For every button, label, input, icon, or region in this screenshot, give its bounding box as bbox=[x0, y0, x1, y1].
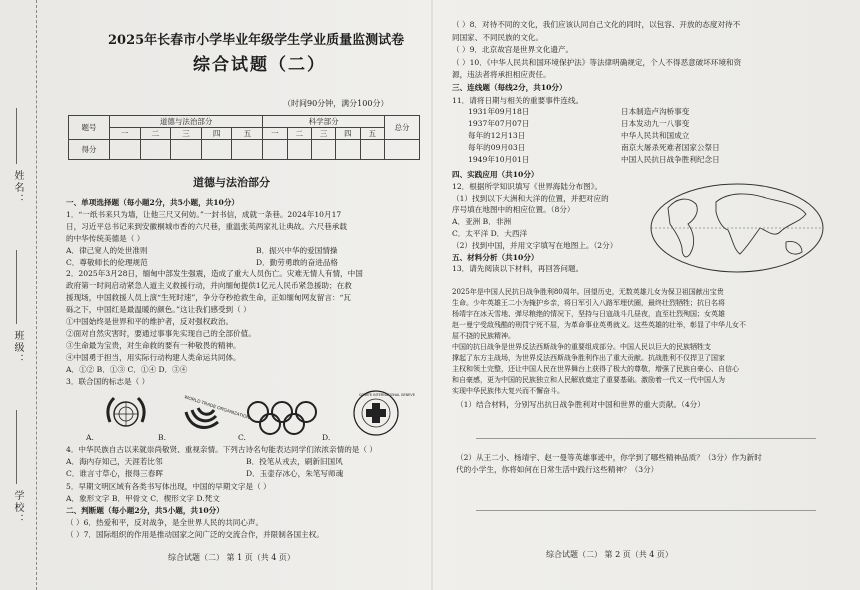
material-line: 屈不挠的民族精神。 bbox=[452, 332, 515, 340]
match-date: 每年的09月03日 bbox=[468, 143, 526, 152]
th-science: 科学部分 bbox=[263, 116, 385, 128]
option-line: B．振兴中华的爱国情操 bbox=[256, 245, 338, 255]
th-num: 二 bbox=[140, 128, 171, 140]
material-line: 中国的抗日战争是世界反法西斯战争的重要组成部分。中国人民以巨大的民族牺牲支 bbox=[452, 343, 711, 351]
footer-page-2: 综合试题（二） 第 2 页（共 4 页） bbox=[546, 550, 673, 559]
th-num: 一 bbox=[110, 128, 141, 140]
score-cell[interactable] bbox=[336, 140, 360, 160]
question-line: C．谁言寸草心，报得三春晖 bbox=[66, 469, 163, 479]
th-question: 题号 bbox=[69, 116, 110, 140]
question-line: A．海内存知己，天涯若比邻 bbox=[66, 457, 163, 467]
th-total: 总分 bbox=[385, 116, 420, 140]
un-emblem-icon bbox=[100, 392, 152, 436]
score-cell[interactable] bbox=[171, 140, 202, 160]
score-table bbox=[68, 115, 420, 160]
icrc-emblem-text: COMITE INTERNATIONAL GENEVE bbox=[359, 393, 415, 397]
material-line: 2025年是中国人民抗日战争胜利80周年。回望历史，无数英雄儿女为保卫祖国献出宝贵 bbox=[452, 288, 724, 296]
question-line: 日，习近平总书记来到安徽桐城市香的六尺巷，重温张英两家礼让典故。六尺巷承载 bbox=[66, 221, 347, 231]
question-line: 援现场，中国救援人员上演“生死时速”，争分夺秒抢救生命，正如缅甸网友留言：“瓦 bbox=[66, 293, 352, 303]
option-a: A. bbox=[86, 433, 94, 442]
question-line: C．太平洋 D．大西洋 bbox=[452, 229, 528, 238]
school-line bbox=[16, 410, 18, 484]
question-line: （ ）9．北京故宫是世界文化遗产。 bbox=[452, 45, 574, 55]
th-num: 一 bbox=[263, 128, 287, 140]
question-line: ④中国勇于担当，用实际行动构建人类命运共同体。 bbox=[66, 352, 241, 362]
th-moral: 道德与法治部分 bbox=[110, 116, 263, 128]
wto-emblem-text: WORLD TRADE ORGANIZATION bbox=[183, 394, 251, 421]
red-cross-icrc-icon bbox=[350, 388, 415, 438]
binding-margin bbox=[0, 0, 55, 590]
question-line: 4．中华民族自古以来就崇尚敬贤、重视亲情。下列古诗名句能表达同学们浓浓亲情的是（ ） bbox=[66, 445, 377, 454]
question-line: 砾之下，中国红是最温暖的颜色。”这让我们感受到（ ） bbox=[66, 305, 251, 315]
match-date: 每年的12月13日 bbox=[468, 131, 526, 140]
section-heading: 三、连线题（每线2分，共10分） bbox=[452, 83, 567, 92]
question-line: （2）找到中国，并用文字填写在地图上。（2分） bbox=[452, 240, 618, 250]
section-heading: 五、材料分析（共10分） bbox=[452, 252, 539, 262]
th-num: 四 bbox=[336, 128, 360, 140]
match-event: 日本制造卢沟桥事变 bbox=[621, 107, 690, 116]
question-line: （ ）10．《中华人民共和国环境保护法》等法律明确规定，个人不得恶意破坏环境和资 bbox=[452, 57, 742, 67]
option-d: D. bbox=[322, 433, 331, 442]
cut-line bbox=[36, 0, 37, 590]
question-line: ②面对自然灾害时，要通过事事先实现自己的全部价值。 bbox=[66, 328, 256, 338]
material-line: 生命。少年英雄王二小为掩护乡亲，将日军引入八路军埋伏圈，最终壮烈牺牲；抗日名将 bbox=[452, 299, 725, 307]
question-line: 源，违法者将承担相应责任。 bbox=[452, 70, 551, 80]
section-heading: 四、实践应用（共10分） bbox=[452, 170, 539, 179]
th-num: 四 bbox=[201, 128, 232, 140]
score-cell[interactable] bbox=[232, 140, 263, 160]
exam-title: 2025年长春市小学毕业年级学生学业质量监测试卷 bbox=[108, 33, 405, 48]
score-cell[interactable] bbox=[140, 140, 171, 160]
match-date: 1931年09月18日 bbox=[468, 107, 530, 116]
question-line: 1．“一纸书来只为墙，让他三尺又何妨。”一封书信，成就一条巷。2024年10月17 bbox=[66, 209, 342, 219]
page-2 bbox=[446, 0, 846, 590]
question-line: C．尊敬师长的伦理规范 bbox=[66, 257, 148, 267]
score-row-label: 得分 bbox=[69, 140, 110, 160]
question-line: 序号填在地图中的相应位置。（8分） bbox=[452, 205, 575, 215]
question-line: 3．联合国的标志是（ ） bbox=[66, 376, 150, 386]
score-cell[interactable] bbox=[201, 140, 232, 160]
match-event: 日本发动九一八事变 bbox=[621, 119, 690, 128]
th-num: 五 bbox=[360, 128, 384, 140]
question-line: 11．请将日期与相关的重要事件连线。 bbox=[452, 95, 584, 105]
school-label: 学校： bbox=[12, 490, 23, 526]
option-c: C. bbox=[238, 433, 246, 442]
question-line: ①中国始终是世界和平的维护者，反对强权政治。 bbox=[66, 317, 234, 326]
question-line: A．①② B．①③ C．①④ D．③④ bbox=[66, 364, 188, 374]
material-line: 主权和领土完整，还让中国人民在世界舞台上获得了极大的尊敬，增强了民族自豪心、自信心 bbox=[452, 365, 739, 373]
th-num: 五 bbox=[232, 128, 263, 140]
analysis-question: （1）结合材料，分别写出抗日战争胜利对中国和世界的重大贡献。（4分） bbox=[456, 400, 705, 409]
match-date: 1949年10月01日 bbox=[468, 155, 530, 164]
question-line: 12．根据所学知识填写《世界海陆分布图》。 bbox=[452, 181, 603, 191]
question-line: 政府第一时间启动紧急人道主义救援行动，并向缅甸提供1亿元人民币紧急援助；在救 bbox=[66, 281, 352, 291]
material-line: 杨靖宇在冰天雪地、弹尽粮绝的情况下，坚持与日寇战斗几昼夜，直至壮烈殉国；女英雄 bbox=[452, 310, 725, 318]
question-line: A．象形文字 B．甲骨文 C．楔形文字 D.梵文 bbox=[66, 493, 220, 503]
page-fold bbox=[431, 0, 433, 590]
option-line: D．玉壶存冰心，朱笔写师魂 bbox=[246, 469, 344, 479]
name-line bbox=[16, 108, 18, 164]
question-line: 2．2025年3月28日，缅甸中部发生强震，造成了重大人员伤亡。灾难无情人有情，中国 bbox=[66, 269, 363, 279]
section-title: 道德与法治部分 bbox=[193, 176, 270, 189]
analysis-question: （2）从王二小、杨靖宇、赵一曼等英雄事迹中，你学到了哪些精神品质？（3分）作为新时 bbox=[456, 453, 762, 462]
footer-page-1: 综合试题（二） 第 1 页（共 4 页） bbox=[168, 553, 295, 562]
option-line: B．投笔从戎去，刷新旧国风 bbox=[246, 457, 343, 467]
olympic-rings-icon bbox=[244, 398, 324, 438]
question-line: （ ）7．国际组织的作用是推动国家之间广泛的交流合作，并限制各国主权。 bbox=[66, 530, 324, 540]
question-line: 5．早期文明区域有各类书写体出现，中国的早期文字是（ ） bbox=[66, 481, 271, 491]
class-label: 班级： bbox=[12, 330, 23, 366]
exam-subtitle: 综合试题（二） bbox=[193, 55, 326, 75]
question-line: 13．请先阅读以下材料，再回答问题。 bbox=[452, 264, 584, 274]
question-line: 的中华传统美德是（ ） bbox=[66, 233, 145, 243]
th-num: 三 bbox=[311, 128, 335, 140]
option-b: B. bbox=[158, 433, 166, 442]
material-line: 和自豪感，更为中国的民族独立和人民解放奠定了重要基础。激励着一代又一代中国人为 bbox=[452, 376, 725, 384]
th-num: 三 bbox=[171, 128, 202, 140]
match-event: 中国人民抗日战争胜利纪念日 bbox=[621, 155, 720, 164]
question-line: ③生命最为宝贵，对生命救的要有一种敬畏的精神。 bbox=[66, 340, 241, 350]
wto-emblem-icon bbox=[178, 388, 251, 438]
score-cell[interactable] bbox=[311, 140, 335, 160]
question-line: （ ）8．对待不同的文化，我们应该认同自己文化的同时，以包容、开放的态度对待不 bbox=[452, 20, 741, 29]
material-line: 赵一曼宁受敌残酷的刑罚宁死不屈，为革命事业英勇就义。这些英雄的壮举，彰显了中华儿女不 bbox=[452, 321, 746, 329]
option-line: D．勤劳勇敢的奋进品格 bbox=[256, 257, 339, 267]
score-cell[interactable] bbox=[110, 140, 141, 160]
score-cell[interactable] bbox=[287, 140, 311, 160]
class-line bbox=[16, 250, 18, 324]
page-1 bbox=[58, 0, 420, 590]
match-event: 南京大屠杀死难者国家公祭日 bbox=[621, 143, 720, 152]
match-event: 中华人民共和国成立 bbox=[621, 131, 690, 140]
score-cell[interactable] bbox=[263, 140, 287, 160]
question-line: （1）找到以下大洲和大洋的位置，并把对应的 bbox=[452, 193, 609, 203]
question-line: 同国家、不同民族的文化。 bbox=[452, 32, 544, 42]
score-cell[interactable] bbox=[385, 140, 420, 160]
section-heading: 二、判断题（每小题2分，共5小题，共10分） bbox=[66, 506, 224, 515]
question-line: （ ）6．热爱和平，反对战争，是全世界人民的共同心声。 bbox=[66, 518, 264, 528]
answer-line[interactable] bbox=[476, 510, 816, 511]
exam-time: （时间90分钟，满分100分） bbox=[283, 99, 389, 108]
material-line: 实现中华民族伟大复兴而不懈奋斗。 bbox=[452, 387, 564, 395]
score-cell[interactable] bbox=[360, 140, 384, 160]
answer-line[interactable] bbox=[476, 438, 816, 439]
world-map-outline bbox=[648, 180, 826, 276]
analysis-question: 代的小学生，你将如何在日常生活中践行这些精神？（3分） bbox=[456, 465, 659, 474]
question-line: A．亚洲 B．非洲 bbox=[452, 217, 512, 227]
name-label: 姓名： bbox=[12, 170, 23, 206]
question-line: A．律己宽人的处世准则 bbox=[66, 245, 148, 255]
match-date: 1937年07月07日 bbox=[468, 119, 530, 128]
th-num: 二 bbox=[287, 128, 311, 140]
material-line: 撑起了东方主战场，为世界反法西斯战争胜利作出了重大贡献。抗战胜利不仅捍卫了国家 bbox=[452, 354, 725, 362]
section-heading: 一、单项选择题（每小题2分，共5小题，共10分） bbox=[66, 198, 240, 207]
